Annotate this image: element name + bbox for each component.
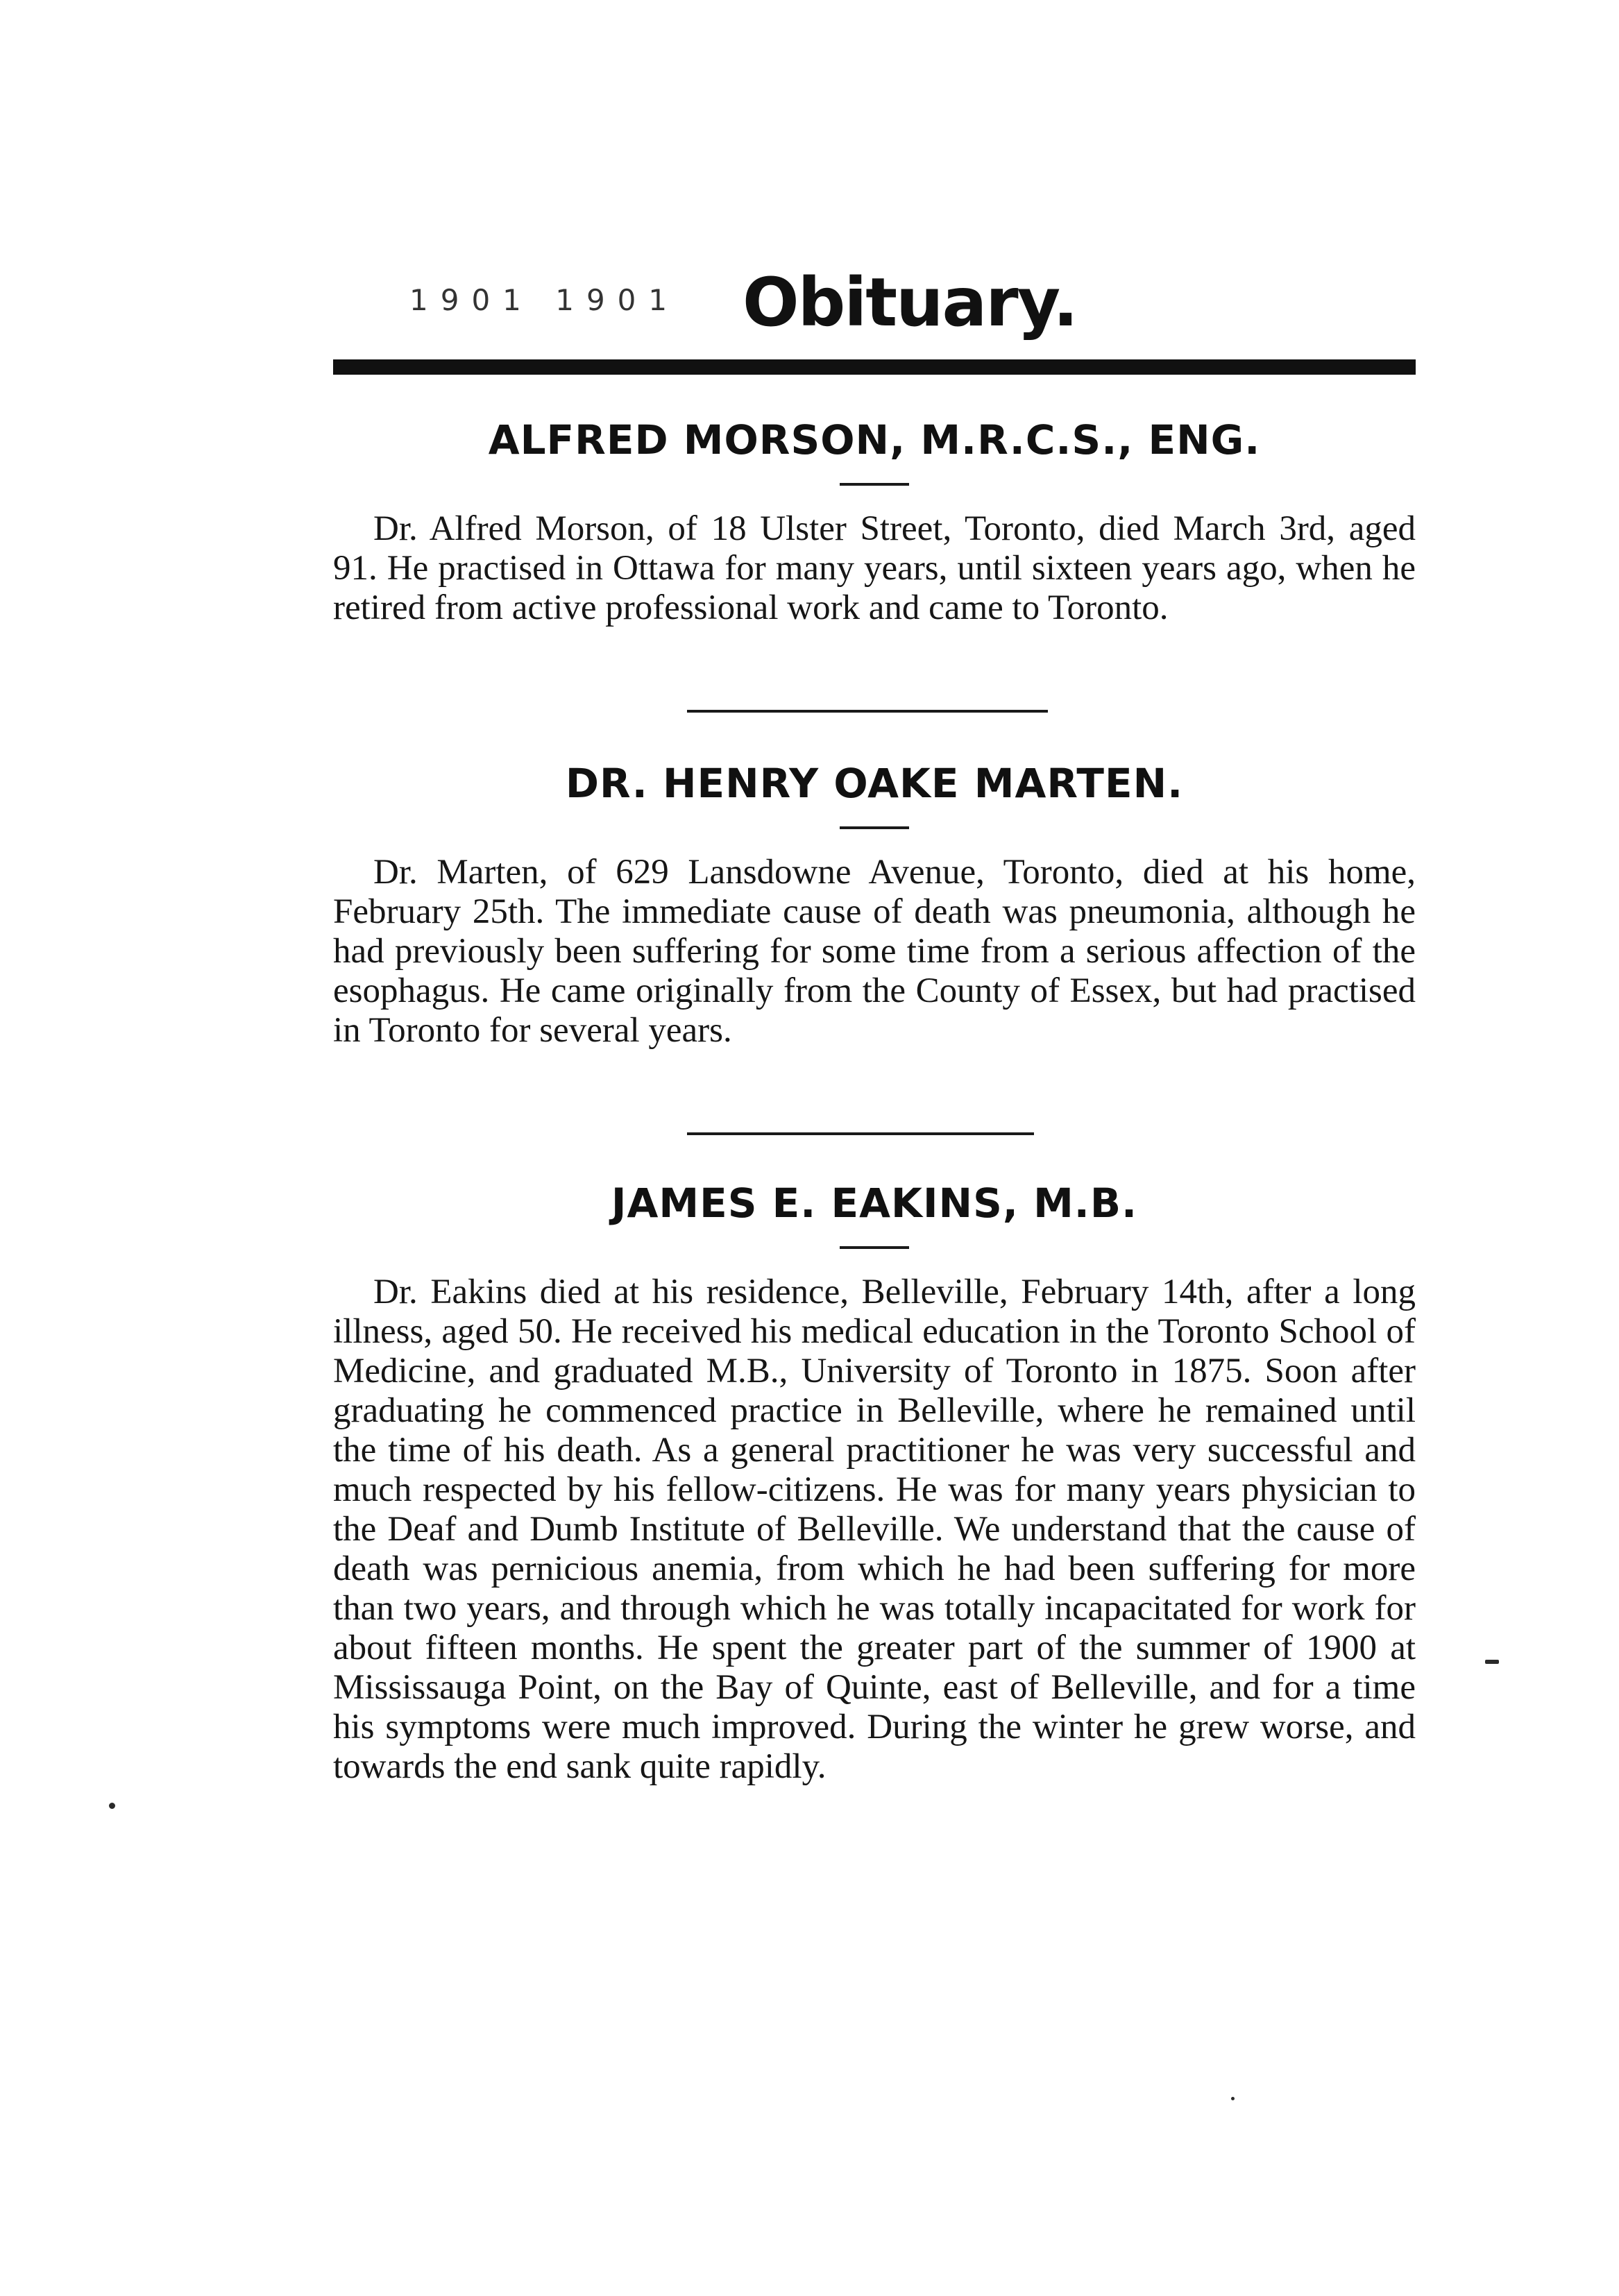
heading-rule [840, 1246, 909, 1249]
obituary-body: Dr. Marten, of 629 Lansdowne Avenue, Toronto, died at his home, February 25th. The immediate cause of death was pneumonia, although he had previously been suffering for some time from a serious affection of the esophagus. He came originally from the County of Essex, but had practised in Toronto for several years. [333, 853, 1416, 1050]
scan-speck [109, 1803, 115, 1809]
scan-speck [1231, 2097, 1235, 2100]
handwritten-margin-note: 1901 1901 [409, 283, 680, 317]
obituary-morson [333, 416, 1416, 628]
obituary-marten [333, 760, 1416, 1051]
section-divider [687, 710, 1048, 713]
obituary-heading: DR. HENRY OAKE MARTEN. [565, 760, 1184, 807]
obituary-body: Dr. Eakins died at his residence, Belleville, February 14th, after a long illness, aged 50. He received his medical education in the Toronto School of Medicine, and graduated M.B., University of Toronto in 1875. Soon after graduating he commenced practice in Belleville, where he remained until the time of his death. As a general practitioner he was very successful and much respected by his fellow-citizens. He was for many years physician to the Deaf and Dumb Institute of Belleville. We understand that the cause of death was pernicious anemia, from which he had been suffering for more than two years, and through which he was totally incapacitated for work for about fifteen months. He spent the greater part of the summer of 1900 at Mississauga Point, on the Bay of Quinte, east of Belleville, and for a time his symptoms were much improved. During the winter he grew worse, and towards the end sank quite rapidly. [333, 1273, 1416, 1786]
section-divider [687, 1132, 1034, 1135]
heading-rule [840, 826, 909, 829]
obituary-heading: JAMES E. EAKINS, M.B. [611, 1180, 1138, 1227]
scan-speck [1485, 1660, 1499, 1664]
obituary-heading: ALFRED MORSON, M.R.C.S., ENG. [488, 416, 1261, 464]
obituary-body: Dr. Alfred Morson, of 18 Ulster Street, Toronto, died March 3rd, aged 91. He practised in Ottawa for many years, until sixteen years ago, when he retired from active professional work and came to Toronto. [333, 509, 1416, 627]
title-rule [333, 359, 1416, 375]
heading-rule [840, 483, 909, 486]
page-header [333, 264, 1416, 368]
obituary-eakins [333, 1180, 1416, 1787]
page-title: Obituary. [743, 264, 1077, 341]
